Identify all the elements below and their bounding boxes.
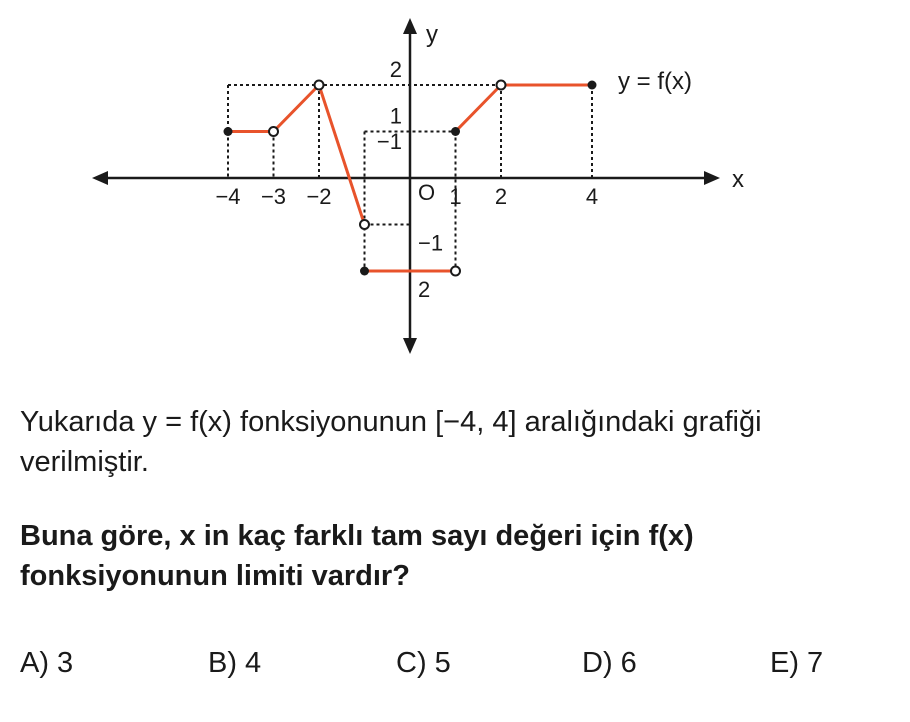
tick-labels <box>215 57 598 302</box>
x-axis-left-arrow <box>92 171 108 185</box>
x-tick-label: 4 <box>585 184 599 209</box>
origin-label: O <box>418 180 436 205</box>
x-axis-right-arrow <box>704 171 720 185</box>
closed-point <box>588 81 597 90</box>
choice-d[interactable]: D) 6 <box>582 647 637 679</box>
closed-point <box>451 127 460 136</box>
open-point <box>451 267 460 276</box>
x-tick-label: 1 <box>449 184 462 209</box>
axes <box>92 18 744 354</box>
y-axis-label: y <box>426 21 438 48</box>
question-text: Yukarıda y = f(x) fonksiyonunun [−4, 4] aralığındaki grafiği verilmiştir. <box>20 406 762 478</box>
open-point <box>269 127 278 136</box>
closed-point <box>360 267 369 276</box>
closed-point <box>224 127 233 136</box>
answer-choices <box>0 640 910 686</box>
y-tick-label: −1 <box>376 129 402 155</box>
choice-b[interactable]: B) 4 <box>208 647 262 679</box>
open-point <box>497 81 506 90</box>
choice-e[interactable]: E) 7 <box>770 647 824 679</box>
x-axis-label: x <box>732 166 744 193</box>
choice-a[interactable]: A) 3 <box>20 647 74 679</box>
x-tick-label: 2 <box>494 184 508 209</box>
choice-c[interactable]: C) 5 <box>396 647 451 679</box>
x-tick-label: −3 <box>260 184 287 209</box>
y-axis-bottom-arrow <box>403 338 417 354</box>
open-point <box>360 220 369 229</box>
y-tick-label: 2 <box>418 277 431 302</box>
y-tick-label: −1 <box>418 230 444 256</box>
x-tick-label: −4 <box>215 184 241 209</box>
y-axis-top-arrow <box>403 18 417 34</box>
y-tick-label: 1 <box>389 103 402 129</box>
function-label: y = f(x) <box>618 68 693 95</box>
question-prompt: Buna göre, x in kaç farklı tam sayı değeri için f(x) fonksiyonunun limiti vardır? <box>20 520 694 592</box>
y-tick-label: 2 <box>389 57 402 82</box>
curve-segment <box>456 85 502 132</box>
x-tick-label: −2 <box>306 184 332 209</box>
curve-segment <box>274 85 320 132</box>
open-point <box>315 81 324 90</box>
